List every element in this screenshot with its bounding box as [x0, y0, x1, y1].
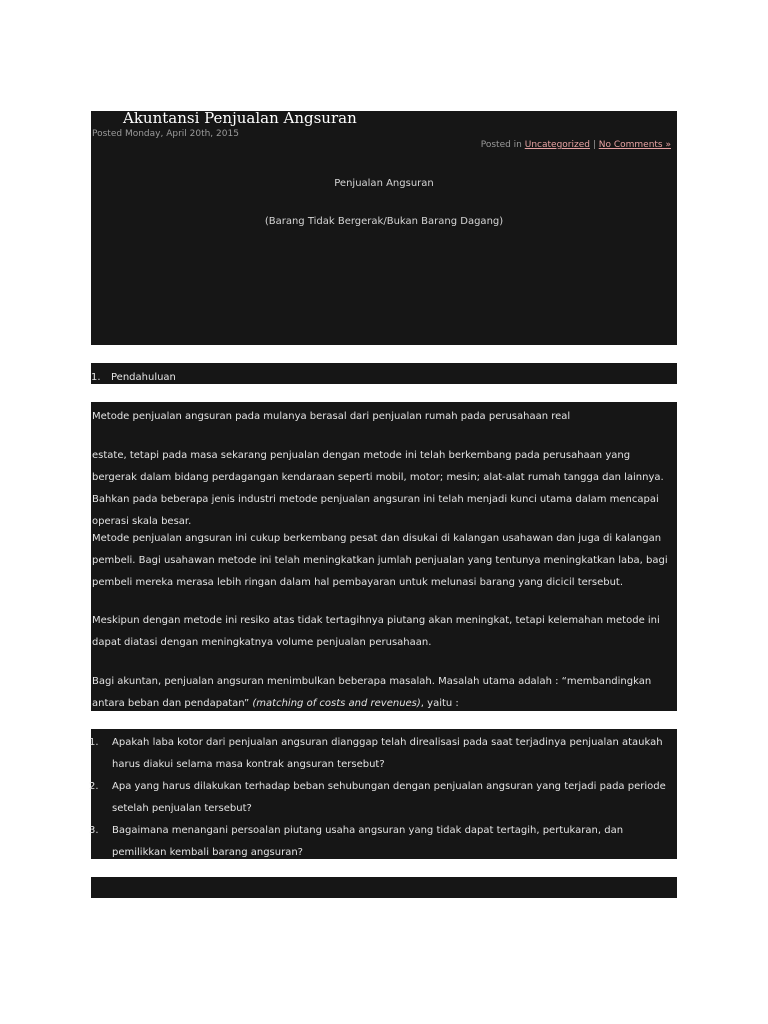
- paragraph-2: Metode penjualan angsuran ini cukup berkembang pesat dan disukai di kalangan usahawan dan juga di kalangan pembeli. Bagi usahawan metode ini telah meningkatkan jumlah penjualan yang tentunya meningkatkan laba, bagi pembeli mereka merasa lebih ringan dalam hal pembayaran untuk melunasi barang yang dicicil tersebut.: [92, 533, 668, 588]
- list-item-number: 3.: [89, 825, 99, 836]
- post-header-block: [91, 111, 677, 345]
- paragraph-4: [92, 671, 671, 715]
- paragraph-1: estate, tetapi pada masa sekarang penjualan dengan metode ini telah berkembang pada perusahaan yang bergerak dalam bidang perdagangan kendaraan seperti mobil, motor; mesin; alat-alat rumah tangga dan lainnya. Bahkan pada beberapa jenis industri metode penjualan angsuran ini telah menjadi kunci utama dalam mencapai operasi skala besar.: [92, 450, 664, 527]
- post-meta: [481, 140, 671, 150]
- category-link[interactable]: Uncategorized: [524, 140, 590, 150]
- list-item: [91, 732, 671, 776]
- section-heading-block: [91, 363, 677, 384]
- paragraph-4-end: , yaitu :: [420, 698, 459, 709]
- paragraph-4-text: Bagi akuntan, penjualan angsuran menimbulkan beberapa masalah. Masalah utama adalah : “membandingkan antara beban dan pendapatan”: [92, 676, 652, 709]
- list-item: [91, 820, 671, 864]
- comments-link[interactable]: No Comments »: [598, 140, 671, 150]
- list-item: [91, 776, 671, 820]
- list-item-number: 1.: [89, 737, 99, 748]
- list-item-text: Apakah laba kotor dari penjualan angsuran dianggap telah direalisasi pada saat terjadinya penjualan ataukah harus diakui selama masa kontrak angsuran tersebut?: [112, 737, 663, 770]
- paragraph-1-first-line: Metode penjualan angsuran pada mulanya berasal dari penjualan rumah pada perusahaan real: [92, 411, 571, 422]
- meta-separator: |: [589, 140, 599, 150]
- footer-block: [91, 877, 677, 898]
- posted-date: Posted Monday, April 20th, 2015: [92, 129, 239, 139]
- article-heading: Penjualan Angsuran: [334, 178, 434, 189]
- section-label: Pendahuluan: [111, 372, 176, 383]
- questions-block: [91, 729, 677, 859]
- posted-in-label: Posted in: [480, 140, 525, 150]
- body-text-block: [91, 402, 677, 711]
- paragraph-3: Meskipun dengan metode ini resiko atas tidak tertagihnya piutang akan meningkat, tetapi kelemahan metode ini dapat diatasi dengan meningkatnya volume penjualan perusahaan.: [92, 615, 660, 648]
- post-title[interactable]: Akuntansi Penjualan Angsuran: [123, 109, 357, 127]
- paragraph-4-italic: (matching of costs and revenues): [252, 698, 421, 709]
- article-subheading: (Barang Tidak Bergerak/Bukan Barang Dagang): [264, 216, 504, 227]
- list-item-text: Apa yang harus dilakukan terhadap beban sehubungan dengan penjualan angsuran yang terjadi pada periode setelah penjualan tersebut?: [112, 781, 666, 814]
- list-item-text: Bagaimana menangani persoalan piutang usaha angsuran yang tidak dapat tertagih, pertukaran, dan pemilikkan kembali barang angsuran?: [112, 825, 624, 858]
- section-number: 1.: [91, 372, 101, 383]
- list-item-number: 2.: [89, 781, 99, 792]
